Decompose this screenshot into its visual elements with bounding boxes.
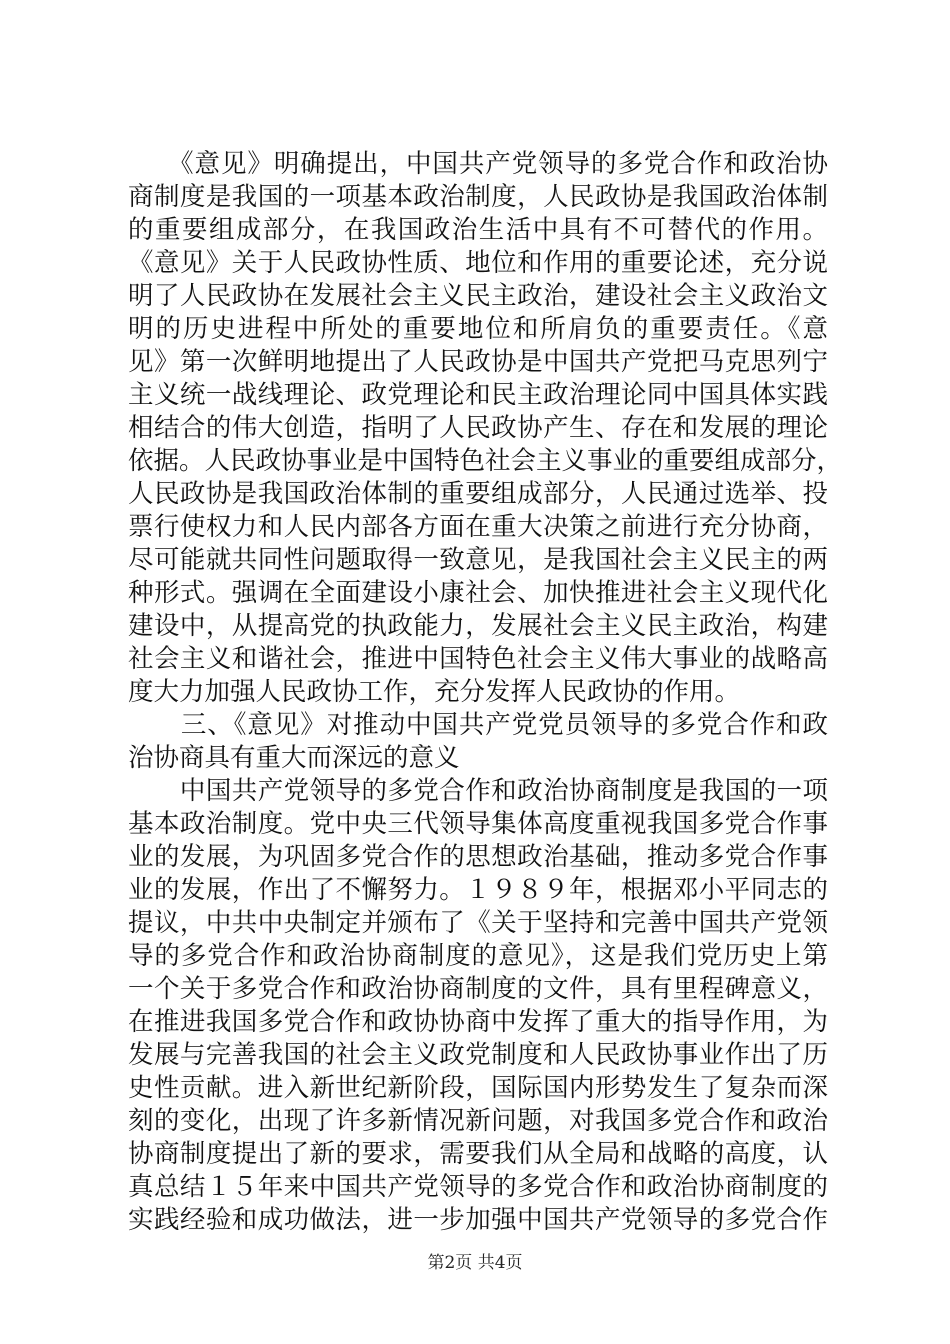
text-line: 种形式。强调在全面建设小康社会、加快推进社会主义现代化 [128,578,828,608]
text-line: 提议，中共中央制定并颁布了《关于坚持和完善中国共产党领 [128,908,828,938]
section-heading-line: 三、《意见》对推动中国共产党党员领导的多党合作和政 [128,710,828,740]
text-line: 依据。人民政协事业是中国特色社会主义事业的重要组成部分， [128,446,843,476]
text-line: 刻的变化，出现了许多新情况新问题，对我国多党合作和政治 [128,1106,828,1136]
text-line: 商制度是我国的一项基本政治制度，人民政协是我国政治体制 [128,182,828,212]
text-line: 基本政治制度。党中央三代领导集体高度重视我国多党合作事 [128,809,828,839]
text-line: 的重要组成部分，在我国政治生活中具有不可替代的作用。 [128,215,828,245]
text-line: 建设中，从提高党的执政能力，发展社会主义民主政治，构建 [128,611,828,641]
text-line: 真总结１５年来中国共产党领导的多党合作和政治协商制度的 [128,1172,828,1202]
text-line: 协商制度提出了新的要求，需要我们从全局和战略的高度，认 [128,1139,828,1169]
text-line: 在推进我国多党合作和政协协商中发挥了重大的指导作用，为 [128,1007,828,1037]
text-line: 一个关于多党合作和政治协商制度的文件，具有里程碑意义， [128,974,828,1004]
text-line: 度大力加强人民政协工作，充分发挥人民政协的作用。 [128,677,741,707]
text-line: 《意见》关于人民政协性质、地位和作用的重要论述，充分说 [128,248,828,278]
text-line: 人民政协是我国政治体制的重要组成部分，人民通过选举、投 [128,479,828,509]
text-line: 主义统一战线理论、政党理论和民主政治理论同中国具体实践 [128,380,828,410]
text-line: 中国共产党领导的多党合作和政治协商制度是我国的一项 [128,776,828,806]
text-line: 明了人民政协在发展社会主义民主政治，建设社会主义政治文 [128,281,828,311]
text-line: 明的历史进程中所处的重要地位和所肩负的重要责任。《意 [128,314,828,344]
text-line: 业的发展，为巩固多党合作的思想政治基础，推动多党合作事 [128,842,828,872]
text-line: 业的发展，作出了不懈努力。１９８９年，根据邓小平同志的 [128,875,828,905]
text-line: 史性贡献。进入新世纪新阶段，国际国内形势发生了复杂而深 [128,1073,828,1103]
page-number: 第2页 共4页 [427,1253,523,1273]
document-body [128,148,843,1237]
text-line: 相结合的伟大创造，指明了人民政协产生、存在和发展的理论 [128,413,828,443]
text-line: 导的多党合作和政治协商制度的意见》，这是我们党历史上第 [128,941,828,971]
text-line: 发展与完善我国的社会主义政党制度和人民政协事业作出了历 [128,1040,828,1070]
text-line: 票行使权力和人民内部各方面在重大决策之前进行充分协商， [128,512,828,542]
text-line: 社会主义和谐社会，推进中国特色社会主义伟大事业的战略高 [128,644,828,674]
text-line: 见》第一次鲜明地提出了人民政协是中国共产党把马克思列宁 [128,347,828,377]
text-line: 尽可能就共同性问题取得一致意见，是我国社会主义民主的两 [128,545,828,575]
text-line: 《意见》明确提出，中国共产党领导的多党合作和政治协 [128,149,828,179]
section-heading-line: 治协商具有重大而深远的意义 [128,743,460,773]
text-line: 实践经验和成功做法，进一步加强中国共产党领导的多党合作 [128,1205,828,1235]
